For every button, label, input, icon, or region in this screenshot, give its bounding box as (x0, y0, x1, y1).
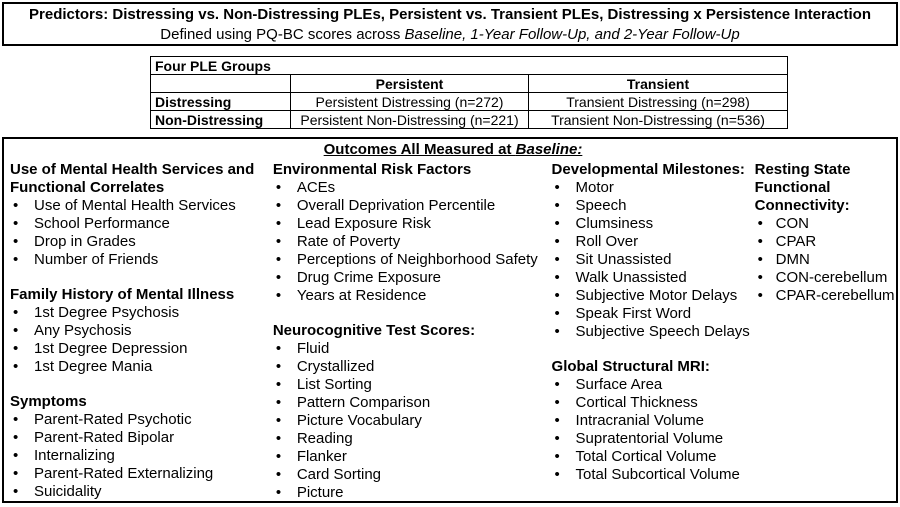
list-item (273, 412, 552, 430)
cell-transient-distressing: Transient Distressing (n=298) (529, 93, 788, 111)
list-item-label: CON-cerebellum (775, 269, 888, 286)
bullet-icon: • (757, 251, 763, 268)
list-item (10, 447, 273, 465)
bullet-icon: • (13, 251, 19, 268)
bullet-icon: • (13, 322, 19, 339)
bullet-icon: • (275, 340, 282, 357)
predictors-subtitle-italic: Baseline, 1-Year Follow-Up, and 2-Year Follow-Up (404, 25, 740, 43)
list-item (755, 287, 896, 305)
list-item (10, 465, 273, 483)
section-heading: Use of Mental Health Services and Functional Correlates (10, 161, 255, 196)
list-item-label: CPAR (775, 233, 817, 250)
section-heading: Family History of Mental Illness (10, 286, 235, 303)
list-item (755, 251, 896, 269)
cell-persistent-non-distressing: Persistent Non-Distressing (n=221) (291, 111, 529, 129)
list-item-label: Drug Crime Exposure (296, 269, 442, 286)
section-heading: Global Structural MRI: (551, 358, 710, 375)
bullet-icon: • (13, 358, 19, 375)
list-item-label: Any Psychosis (34, 322, 132, 339)
ple-table-title: Four PLE Groups (151, 57, 788, 75)
list-item-label: Pattern Comparison (296, 394, 431, 411)
list-item (552, 269, 755, 287)
list-item (552, 197, 755, 215)
list-item (10, 251, 273, 269)
list-item (273, 179, 552, 197)
list-item (273, 484, 552, 502)
bullet-icon: • (554, 179, 560, 196)
outcomes-header-prefix: Outcomes All Measured at (323, 141, 516, 158)
row-label-non-distressing: Non-Distressing (151, 111, 291, 129)
list-item (552, 448, 755, 466)
list-item (552, 466, 755, 484)
list-item-label: Picture Vocabulary (296, 412, 422, 429)
table-row (151, 111, 788, 129)
predictors-subtitle-prefix: Defined using PQ-BC scores across (160, 25, 405, 43)
bullet-icon: • (275, 484, 282, 501)
list-item-label: ACEs (296, 179, 336, 196)
list-item (273, 251, 552, 269)
list-item (552, 376, 755, 394)
bullet-icon: • (554, 215, 560, 232)
bullet-icon: • (554, 394, 560, 411)
list-item-label: Parent-Rated Bipolar (34, 429, 175, 446)
list-item-label: Internalizing (34, 447, 115, 464)
list-item (273, 215, 552, 233)
bullet-icon: • (275, 394, 282, 411)
list-item-label: Parent-Rated Externalizing (34, 465, 214, 482)
list-item (273, 197, 552, 215)
col-header-transient: Transient (529, 75, 788, 93)
bullet-icon: • (13, 340, 19, 357)
list-item (552, 233, 755, 251)
list-item-label: Subjective Motor Delays (575, 287, 738, 304)
list-item (273, 269, 552, 287)
bullet-icon: • (275, 197, 282, 214)
ple-table-corner-cell (151, 75, 291, 93)
list-item-label: Roll Over (575, 233, 639, 250)
bullet-icon: • (13, 465, 19, 482)
bullet-icon: • (275, 287, 282, 304)
list-item-label: Overall Deprivation Percentile (296, 197, 496, 214)
outcomes-column-1 (10, 161, 273, 501)
list-item (552, 215, 755, 233)
list-item-label: School Performance (34, 215, 170, 232)
bullet-icon: • (275, 233, 282, 250)
list-item-label: Intracranial Volume (575, 412, 704, 429)
bullet-icon: • (275, 376, 282, 393)
bullet-icon: • (13, 197, 19, 214)
list-item-label: Use of Mental Health Services (34, 197, 236, 214)
outcome-section (10, 393, 273, 501)
bullet-icon: • (757, 233, 763, 250)
list-item (552, 412, 755, 430)
bullet-icon: • (554, 287, 560, 304)
bullet-icon: • (275, 448, 282, 465)
list-item-label: Sit Unassisted (575, 251, 672, 268)
bullet-icon: • (554, 412, 560, 429)
list-item-label: Drop in Grades (34, 233, 136, 250)
outcome-section (273, 322, 552, 502)
list-item-label: Speak First Word (575, 305, 692, 322)
list-item-label: Total Cortical Volume (575, 448, 717, 465)
bullet-icon: • (13, 447, 19, 464)
outcomes-column-2 (273, 161, 552, 502)
outcome-section (755, 161, 896, 305)
list-item (552, 430, 755, 448)
bullet-icon: • (554, 448, 560, 465)
list-item (273, 340, 552, 358)
list-item-label: Supratentorial Volume (575, 430, 724, 447)
list-item-label: Flanker (296, 448, 347, 465)
outcome-section (552, 358, 755, 484)
cell-transient-non-distressing: Transient Non-Distressing (n=536) (529, 111, 788, 129)
list-item-label: Total Subcortical Volume (575, 466, 740, 483)
list-item-label: 1st Degree Mania (34, 358, 153, 375)
list-item-label: Speech (575, 197, 627, 214)
bullet-icon: • (757, 269, 763, 286)
list-item-label: Clumsiness (575, 215, 654, 232)
outcomes-header-italic: Baseline: (515, 141, 583, 158)
list-item (10, 197, 273, 215)
outcome-section (10, 286, 273, 376)
bullet-icon: • (554, 269, 560, 286)
list-item (552, 287, 755, 305)
list-item-label: 1st Degree Depression (34, 340, 188, 357)
list-item (10, 429, 273, 447)
list-item (273, 448, 552, 466)
bullet-icon: • (13, 483, 19, 500)
list-item (10, 322, 273, 340)
list-item (552, 305, 755, 323)
list-item-label: Number of Friends (34, 251, 159, 268)
list-item (755, 215, 896, 233)
list-item (755, 233, 896, 251)
list-item-label: Rate of Poverty (296, 233, 401, 250)
list-item (755, 269, 896, 287)
outcomes-box (2, 137, 898, 503)
list-item-label: Picture (296, 484, 344, 501)
list-item-label: Card Sorting (296, 466, 382, 483)
bullet-icon: • (13, 304, 19, 321)
bullet-icon: • (275, 251, 282, 268)
list-item-label: Perceptions of Neighborhood Safety (296, 251, 538, 268)
bullet-icon: • (757, 215, 763, 232)
list-item-label: Parent-Rated Psychotic (34, 411, 192, 428)
list-item (552, 251, 755, 269)
list-item (10, 304, 273, 322)
list-item (10, 483, 273, 501)
bullet-icon: • (554, 466, 560, 483)
section-heading: Resting State Functional Connectivity: (754, 161, 851, 214)
list-item-label: CPAR-cerebellum (775, 287, 895, 304)
list-item (273, 287, 552, 305)
section-heading: Symptoms (10, 393, 87, 410)
bullet-icon: • (275, 179, 282, 196)
table-row (151, 93, 788, 111)
bullet-icon: • (757, 287, 763, 304)
list-item-label: Years at Residence (296, 287, 427, 304)
list-item-label: List Sorting (296, 376, 372, 393)
list-item (10, 358, 273, 376)
list-item-label: DMN (775, 251, 810, 268)
bullet-icon: • (13, 215, 19, 232)
bullet-icon: • (554, 305, 560, 322)
outcomes-column-4 (755, 161, 896, 305)
table-row (151, 75, 788, 93)
list-item-label: Suicidality (34, 483, 102, 500)
list-item (552, 179, 755, 197)
list-item (273, 376, 552, 394)
list-item-label: Fluid (296, 340, 330, 357)
list-item (273, 358, 552, 376)
list-item-label: 1st Degree Psychosis (34, 304, 180, 321)
bullet-icon: • (554, 376, 560, 393)
list-item (10, 215, 273, 233)
list-item (10, 411, 273, 429)
list-item (273, 466, 552, 484)
list-item-label: Crystallized (296, 358, 375, 375)
table-row (151, 57, 788, 75)
list-item-label: Reading (296, 430, 353, 447)
section-heading: Developmental Milestones: (551, 161, 745, 178)
bullet-icon: • (13, 429, 19, 446)
bullet-icon: • (13, 233, 19, 250)
list-item-label: Subjective Speech Delays (575, 323, 750, 340)
bullet-icon: • (554, 323, 560, 340)
outcome-section (10, 161, 273, 269)
bullet-icon: • (275, 412, 282, 429)
bullet-icon: • (275, 430, 282, 447)
col-header-persistent: Persistent (291, 75, 529, 93)
outcome-section (273, 161, 552, 305)
bullet-icon: • (275, 215, 282, 232)
section-heading: Environmental Risk Factors (272, 161, 472, 178)
list-item-label: Surface Area (575, 376, 663, 393)
predictors-title: Predictors: Distressing vs. Non-Distressing PLEs, Persistent vs. Transient PLEs, Distressing x Persistence Interaction (29, 5, 871, 23)
outcomes-header (10, 140, 896, 159)
list-item (273, 233, 552, 251)
bullet-icon: • (275, 269, 282, 286)
predictors-box (2, 2, 898, 46)
bullet-icon: • (554, 233, 560, 250)
list-item (552, 323, 755, 341)
list-item-label: Walk Unassisted (575, 269, 687, 286)
cell-persistent-distressing: Persistent Distressing (n=272) (291, 93, 529, 111)
list-item (273, 430, 552, 448)
list-item-label: CON (775, 215, 809, 232)
list-item (10, 340, 273, 358)
section-heading: Neurocognitive Test Scores: (272, 322, 476, 339)
ple-groups-table (150, 56, 788, 129)
bullet-icon: • (554, 430, 560, 447)
list-item-label: Cortical Thickness (575, 394, 698, 411)
bullet-icon: • (275, 466, 282, 483)
list-item-label: Motor (575, 179, 614, 196)
bullet-icon: • (554, 197, 560, 214)
bullet-icon: • (554, 251, 560, 268)
outcomes-column-3 (552, 161, 755, 484)
predictors-subtitle (4, 25, 896, 44)
outcome-columns (10, 161, 896, 502)
list-item (552, 394, 755, 412)
row-label-distressing: Distressing (151, 93, 291, 111)
list-item (273, 394, 552, 412)
list-item-label: Lead Exposure Risk (296, 215, 432, 232)
bullet-icon: • (13, 411, 19, 428)
outcome-section (552, 161, 755, 341)
list-item (10, 233, 273, 251)
bullet-icon: • (275, 358, 282, 375)
